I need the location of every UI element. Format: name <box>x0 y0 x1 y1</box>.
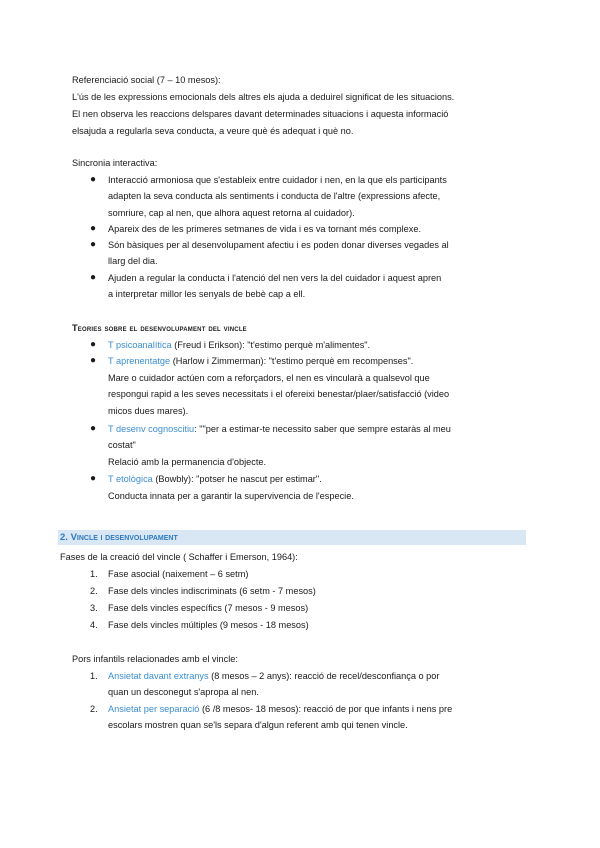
bullet-line: Apareix des de les primeres setmanes de vida i es va tornant més complexe. <box>108 224 422 234</box>
theory-detail: costat" <box>108 440 136 450</box>
referenciacio-heading: Referenciació social (7 – 10 mesos): <box>72 75 221 85</box>
bullet-dot: ● <box>90 423 97 434</box>
paragraph-line: elsajuda a regularla seva conducta, a veure què és adequat i què no. <box>72 126 354 136</box>
paragraph-line: El nen observa les reaccions delspares davant determinades situacions i aquesta informació <box>72 109 449 119</box>
theory-text: (Bowbly): "potser he nascut per estimar". <box>152 474 322 484</box>
theory-item <box>108 337 528 353</box>
theory-detail: micos dues mares). <box>108 406 189 416</box>
theory-detail: Conducta innata per a garantir la supervivencia de l'especie. <box>108 491 354 501</box>
theory-text: : ""per a estimar-te necessito saber que sempre estaràs al meu <box>194 424 451 434</box>
bullet-line: somriure, cap al nen, que alhora aquest retorna al cuidador). <box>108 208 355 218</box>
por-item <box>108 701 528 717</box>
bullet-dot: ● <box>90 355 97 366</box>
por-text: (8 mesos – 2 anys): reacció de recel/desconfiança o por <box>208 671 440 681</box>
bullet-line: Interacció armoniosa que s'estableix entre cuidador i nen, en la que els participants <box>108 175 447 185</box>
section-title <box>60 530 178 545</box>
theory-name: T desenv cognoscitiu <box>108 424 195 434</box>
list-number: 3. <box>90 603 98 613</box>
bullet-line: adapten la seva conducta als sentiments i conducta de l'altre (expressions afecte, <box>108 191 441 201</box>
paragraph-line: L'ús de les expressions emocionals dels altres els ajuda a deduirel significat de les situacions. <box>72 92 455 102</box>
por-name: Ansietat per separació <box>108 704 200 714</box>
teories-heading: Teories sobre el desenvolupament del vincle <box>72 323 247 333</box>
fase-item: Fase dels vincles múltiples (9 mesos - 18 mesos) <box>108 620 309 630</box>
sincronia-heading: Sincronia interactiva: <box>72 158 158 168</box>
fases-heading: Fases de la creació del vincle ( Schaffer i Emerson, 1964): <box>60 552 298 562</box>
fase-item: Fase dels vincles específics (7 mesos - 9 mesos) <box>108 603 309 613</box>
bullet-line: Ajuden a regular la conducta i l'atenció del nen vers la del cuidador i aquest apren <box>108 273 442 283</box>
por-detail: quan un desconegut s'apropa al nen. <box>108 687 259 697</box>
por-detail: escolars mostren quan se'ls separa d'algun referent amb qui tenen vincle. <box>108 720 408 730</box>
section-number: 2. <box>60 532 68 543</box>
bullet-dot: ● <box>90 239 97 250</box>
por-text: (6 /8 mesos- 18 mesos): reacció de por que infants i nens pre <box>199 704 453 714</box>
bullet-dot: ● <box>90 339 97 350</box>
por-item <box>108 668 528 684</box>
bullet-line: llarg del dia. <box>108 256 158 266</box>
pors-heading: Pors infantils relacionades amb el vincle: <box>72 654 238 664</box>
bullet-line: Són bàsiques per al desenvolupament afectiu i es poden donar diverses vegades al <box>108 240 449 250</box>
por-name: Ansietat davant extranys <box>108 671 209 681</box>
theory-item <box>108 421 528 437</box>
theory-text: (Freud i Erikson): "t'estimo perquè m'alimentes". <box>171 340 371 350</box>
theory-detail: respongui rapid a les seves necessitats i el ofereixi benestar/plaer/satisfacció (video <box>108 389 450 399</box>
list-number: 1. <box>90 569 98 579</box>
theory-name: T aprenentatge <box>108 356 171 366</box>
bullet-dot: ● <box>90 473 97 484</box>
theory-name: T etològica <box>108 474 153 484</box>
bullet-dot: ● <box>90 174 97 185</box>
theory-item <box>108 471 528 487</box>
bullet-line: a interpretar millor les senyals de bebè cap a ell. <box>108 289 306 299</box>
list-number: 1. <box>90 671 98 681</box>
theory-name: T psicoanalítica <box>108 340 172 350</box>
theory-detail: Mare o cuidador actúen com a reforçadors, el nen es vincularà a qualsevol que <box>108 373 430 383</box>
list-number: 2. <box>90 704 98 714</box>
fase-item: Fase asocial (naixement – 6 setm) <box>108 569 249 579</box>
list-number: 2. <box>90 586 98 596</box>
theory-detail: Relació amb la permanencia d'objecte. <box>108 457 267 467</box>
section-title-text: Vincle i desenvolupament <box>70 532 178 543</box>
theory-text: (Harlow i Zimmerman): "t'estimo perquè em recompenses". <box>170 356 414 366</box>
list-number: 4. <box>90 620 98 630</box>
bullet-dot: ● <box>90 223 97 234</box>
fase-item: Fase dels vincles indiscriminats (6 setm - 7 mesos) <box>108 586 316 596</box>
theory-item <box>108 353 528 369</box>
bullet-dot: ● <box>90 272 97 283</box>
